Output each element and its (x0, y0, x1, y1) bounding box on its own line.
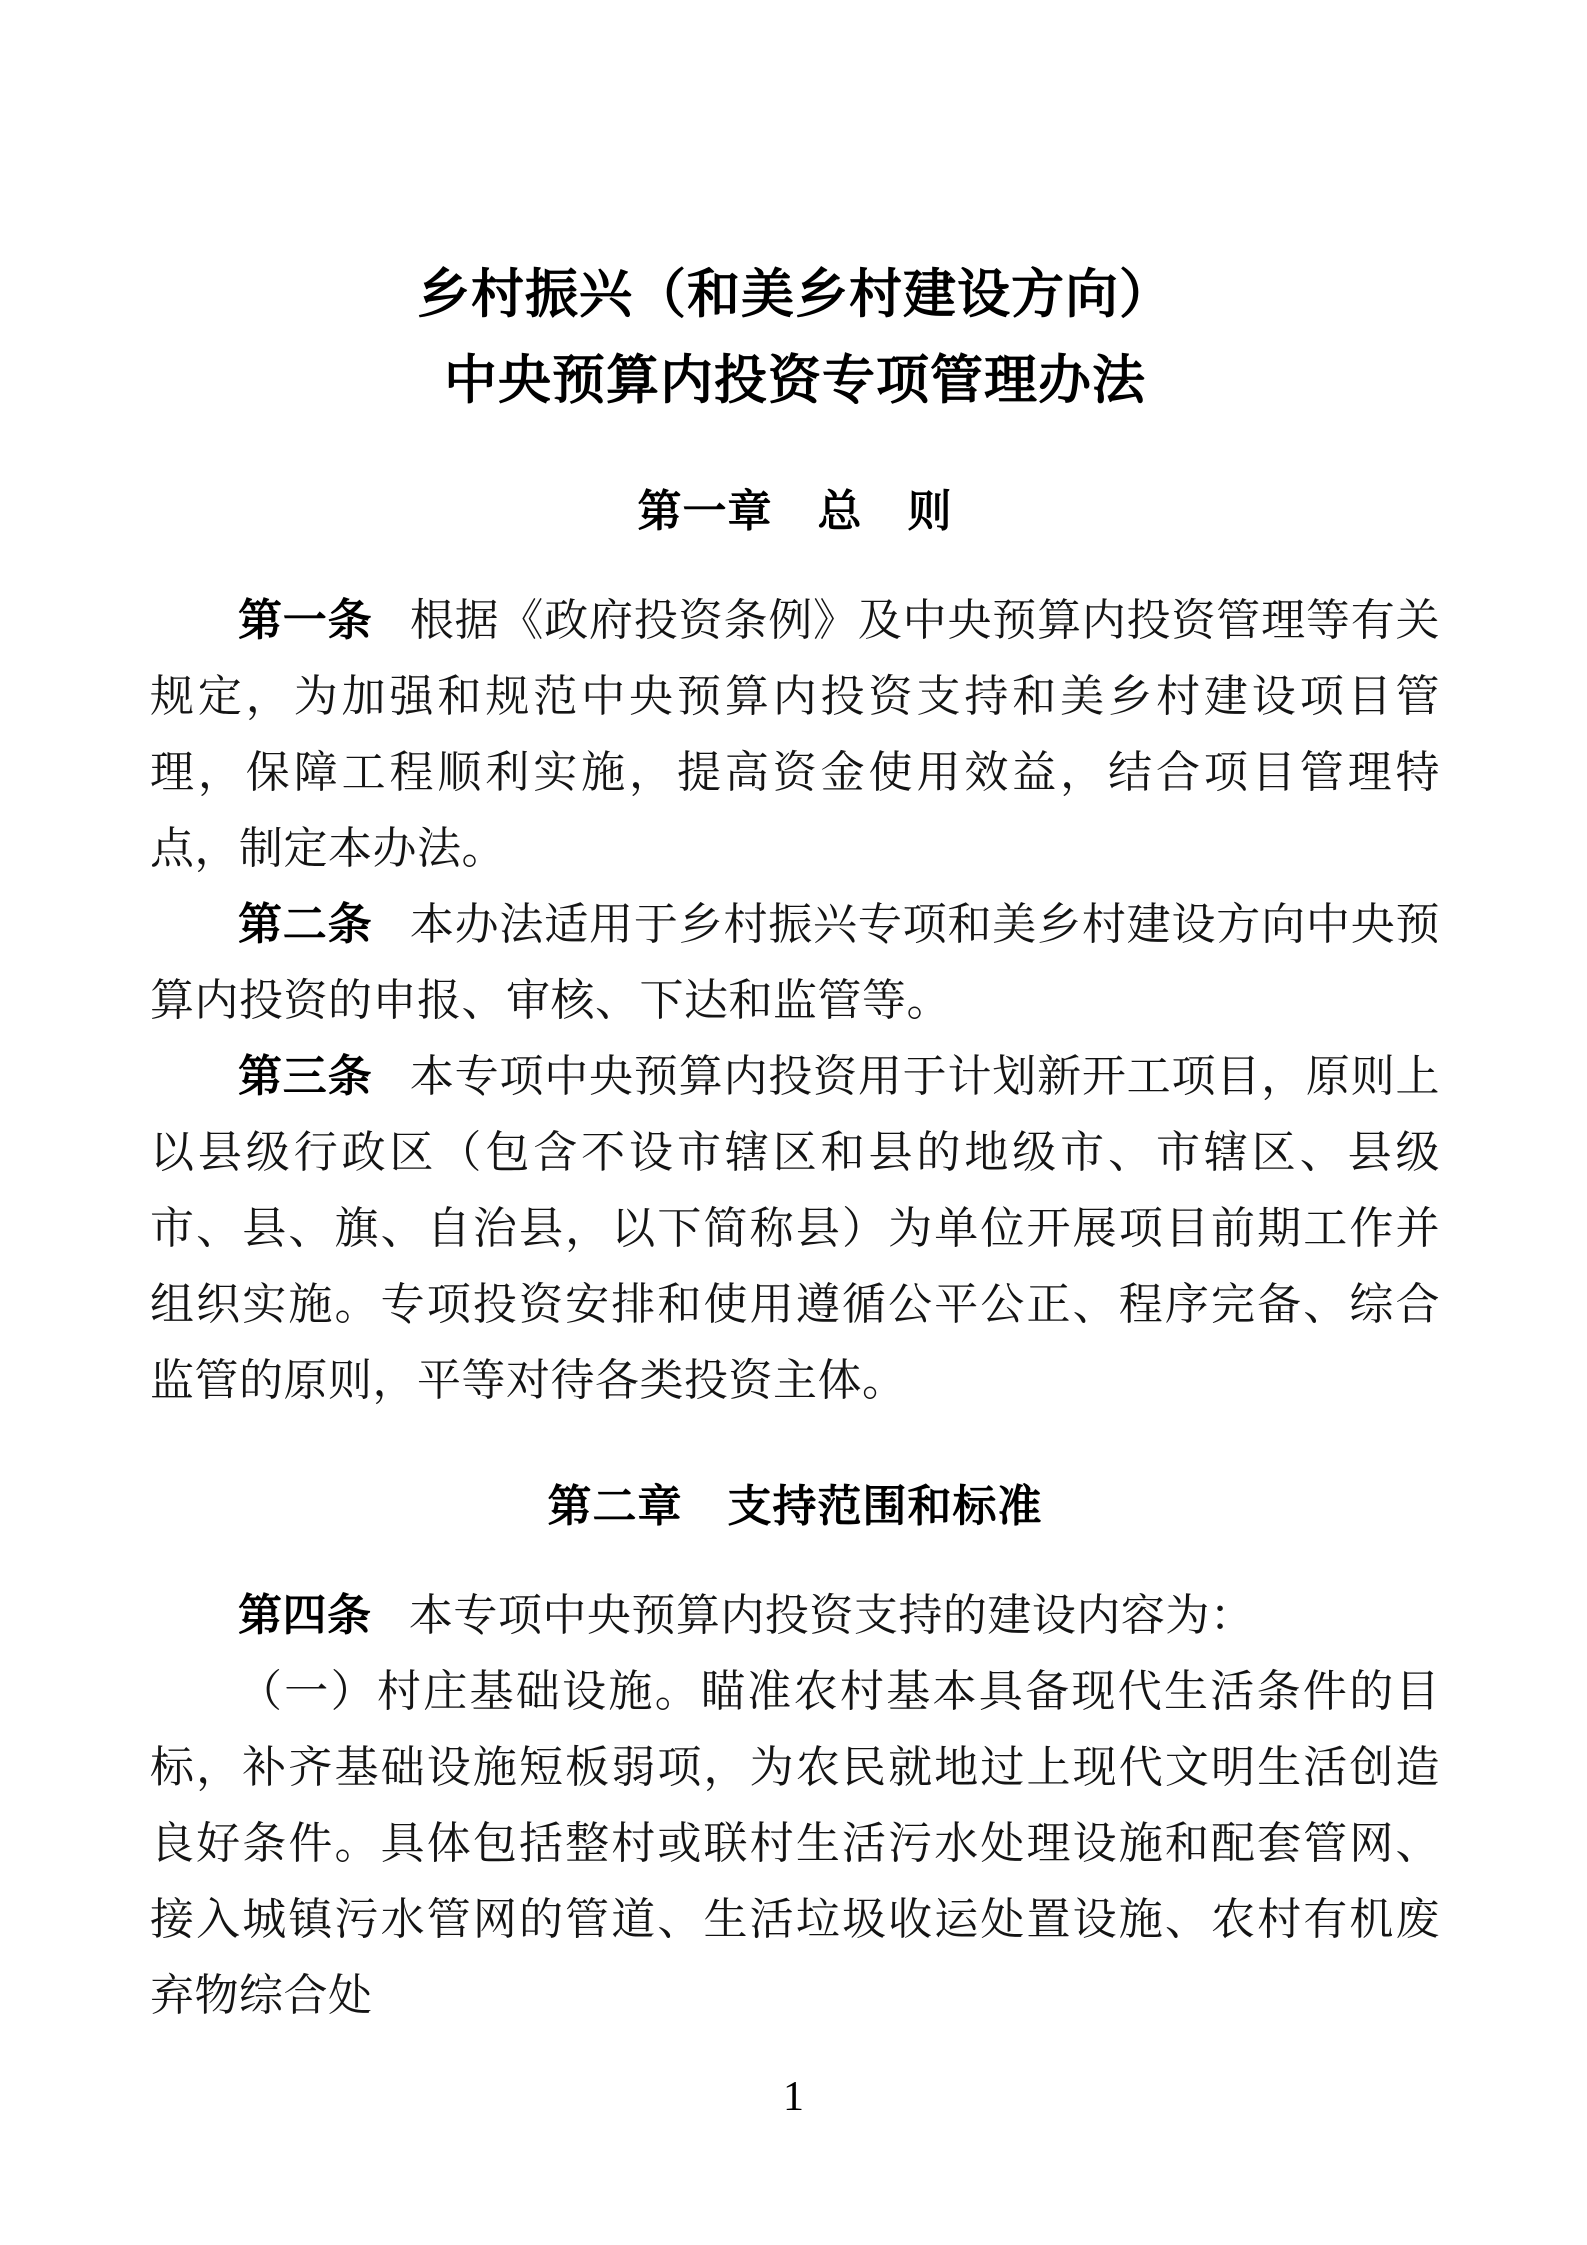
paragraph-text: 根据《政府投资条例》及中央预算内投资管理等有关规定，为加强和规范中央预算内投资支持和美乡村建设项目管理，保障工程顺利实施，提高资金使用效益，结合项目管理特点，制定本办法。 (150, 596, 1441, 873)
article-number-label: 第二条 (238, 900, 373, 949)
article-paragraph (150, 1039, 1440, 1419)
article-number-label: 第一条 (238, 596, 373, 645)
paragraph-text: 本专项中央预算内投资支持的建设内容为： (408, 1591, 1255, 1640)
body-paragraph (150, 1654, 1440, 2034)
article-number-label: 第三条 (238, 1052, 373, 1101)
chapter-heading: 第二章 支持范围和标准 (547, 1482, 1043, 1531)
paragraph-text: （一）村庄基础设施。瞄准农村基本具备现代生活条件的目标，补齐基础设施短板弱项，为农民就地过上现代文明生活创造良好条件。具体包括整村或联村生活污水处理设施和配套管网、接入城镇污水管网的管道、生活垃圾收运处置设施、农村有机废弃物综合处 (150, 1667, 1440, 2020)
article-paragraph (150, 887, 1440, 1039)
article-number-label: 第四条 (238, 1591, 372, 1640)
document-body (150, 479, 1440, 2034)
document-title (150, 252, 1440, 424)
document-title-line-2: 中央预算内投资专项管理办法 (444, 352, 1146, 410)
document-title-line-1: 乡村振兴（和美乡村建设方向） (417, 266, 1173, 324)
paragraph-text: 本专项中央预算内投资用于计划新开工项目，原则上以县级行政区（包含不设市辖区和县的地级市、市辖区、县级市、县、旗、自治县，以下简称县）为单位开展项目前期工作并组织实施。专项投资安排和使用遵循公平公正、程序完备、综合监管的原则，平等对待各类投资主体。 (150, 1052, 1441, 1405)
article-paragraph (150, 1578, 1440, 1654)
paragraph-text: 本办法适用于乡村振兴专项和美乡村建设方向中央预算内投资的申报、审核、下达和监管等。 (150, 900, 1441, 1025)
article-paragraph (150, 583, 1440, 887)
page-number: 1 (783, 2074, 804, 2120)
chapter-heading: 第一章 总 则 (637, 487, 953, 536)
